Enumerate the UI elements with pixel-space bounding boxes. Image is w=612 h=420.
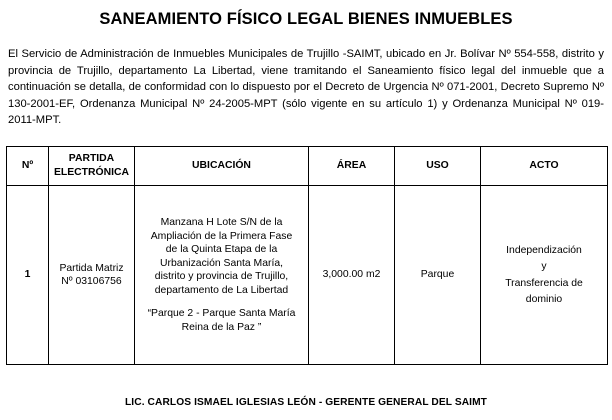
ubicacion-line: departamento de La Libertad	[154, 284, 289, 296]
header-partida-line2: ELECTRÓNICA	[53, 167, 130, 178]
header-partida-line1: PARTIDA	[68, 153, 115, 164]
acto-line1: Independización	[506, 244, 582, 256]
header-acto: ACTO	[481, 147, 608, 186]
header-numero: Nº	[7, 147, 49, 186]
cell-uso: Parque	[395, 186, 481, 365]
acto-line2: y	[541, 261, 547, 272]
cell-partida-line1: Partida Matriz	[59, 262, 124, 274]
ubicacion-line: de la Quinta Etapa de la	[165, 244, 278, 255]
document-title: SANEAMIENTO FÍSICO LEGAL BIENES INMUEBLES	[99, 10, 513, 28]
cell-partida-line2: Nº 03106756	[61, 276, 122, 287]
ubicacion-line: Urbanización Santa María,	[159, 257, 284, 269]
cell-numero: 1	[7, 186, 49, 365]
ubicacion-line: distrito y provincia de Trujillo,	[154, 271, 289, 282]
property-table	[6, 146, 608, 365]
table-row	[7, 186, 608, 365]
ubicacion-park-name-line1: “Parque 2 - Parque Santa María	[147, 308, 296, 319]
ubicacion-park-name-line2: Reina de la Paz ”	[181, 321, 262, 333]
intro-paragraph: El Servicio de Administración de Inmuebles Municipales de Trujillo -SAIMT, ubicado en Jr. Bolívar Nº 554-558, distrito y provincia de Trujillo, departamento La Libertad, viene tramitando el Saneamiento físico legal del inmueble que a continuación se detalla, de conformidad con lo dispuesto por el Decreto de Urgencia Nº 071-2001, Decreto Supremo Nº 130-2001-EF, Ordenanza Municipal Nº 24-2005-MPT (sólo vigente en su artículo 1) y Ordenanza Municipal Nº 019-2011-MPT.	[8, 48, 604, 126]
acto-line3: Transferencia de	[505, 277, 583, 289]
header-uso: USO	[395, 147, 481, 186]
cell-ubicacion	[135, 186, 309, 365]
signature-footer: LIC. CARLOS ISMAEL IGLESIAS LEÓN - GERENTE GENERAL DEL SAIMT	[124, 397, 488, 408]
cell-area: 3,000.00 m2	[309, 186, 395, 365]
ubicacion-line: Ampliación de la Primera Fase	[150, 230, 293, 242]
ubicacion-spacer	[138, 297, 305, 307]
header-area: ÁREA	[309, 147, 395, 186]
header-ubicacion: UBICACIÓN	[135, 147, 309, 186]
ubicacion-line: Manzana H Lote S/N de la	[160, 217, 283, 228]
acto-line4: dominio	[525, 294, 563, 305]
cell-partida	[49, 186, 135, 365]
header-partida	[49, 147, 135, 186]
table-header-row	[7, 147, 608, 186]
cell-acto	[481, 186, 608, 365]
